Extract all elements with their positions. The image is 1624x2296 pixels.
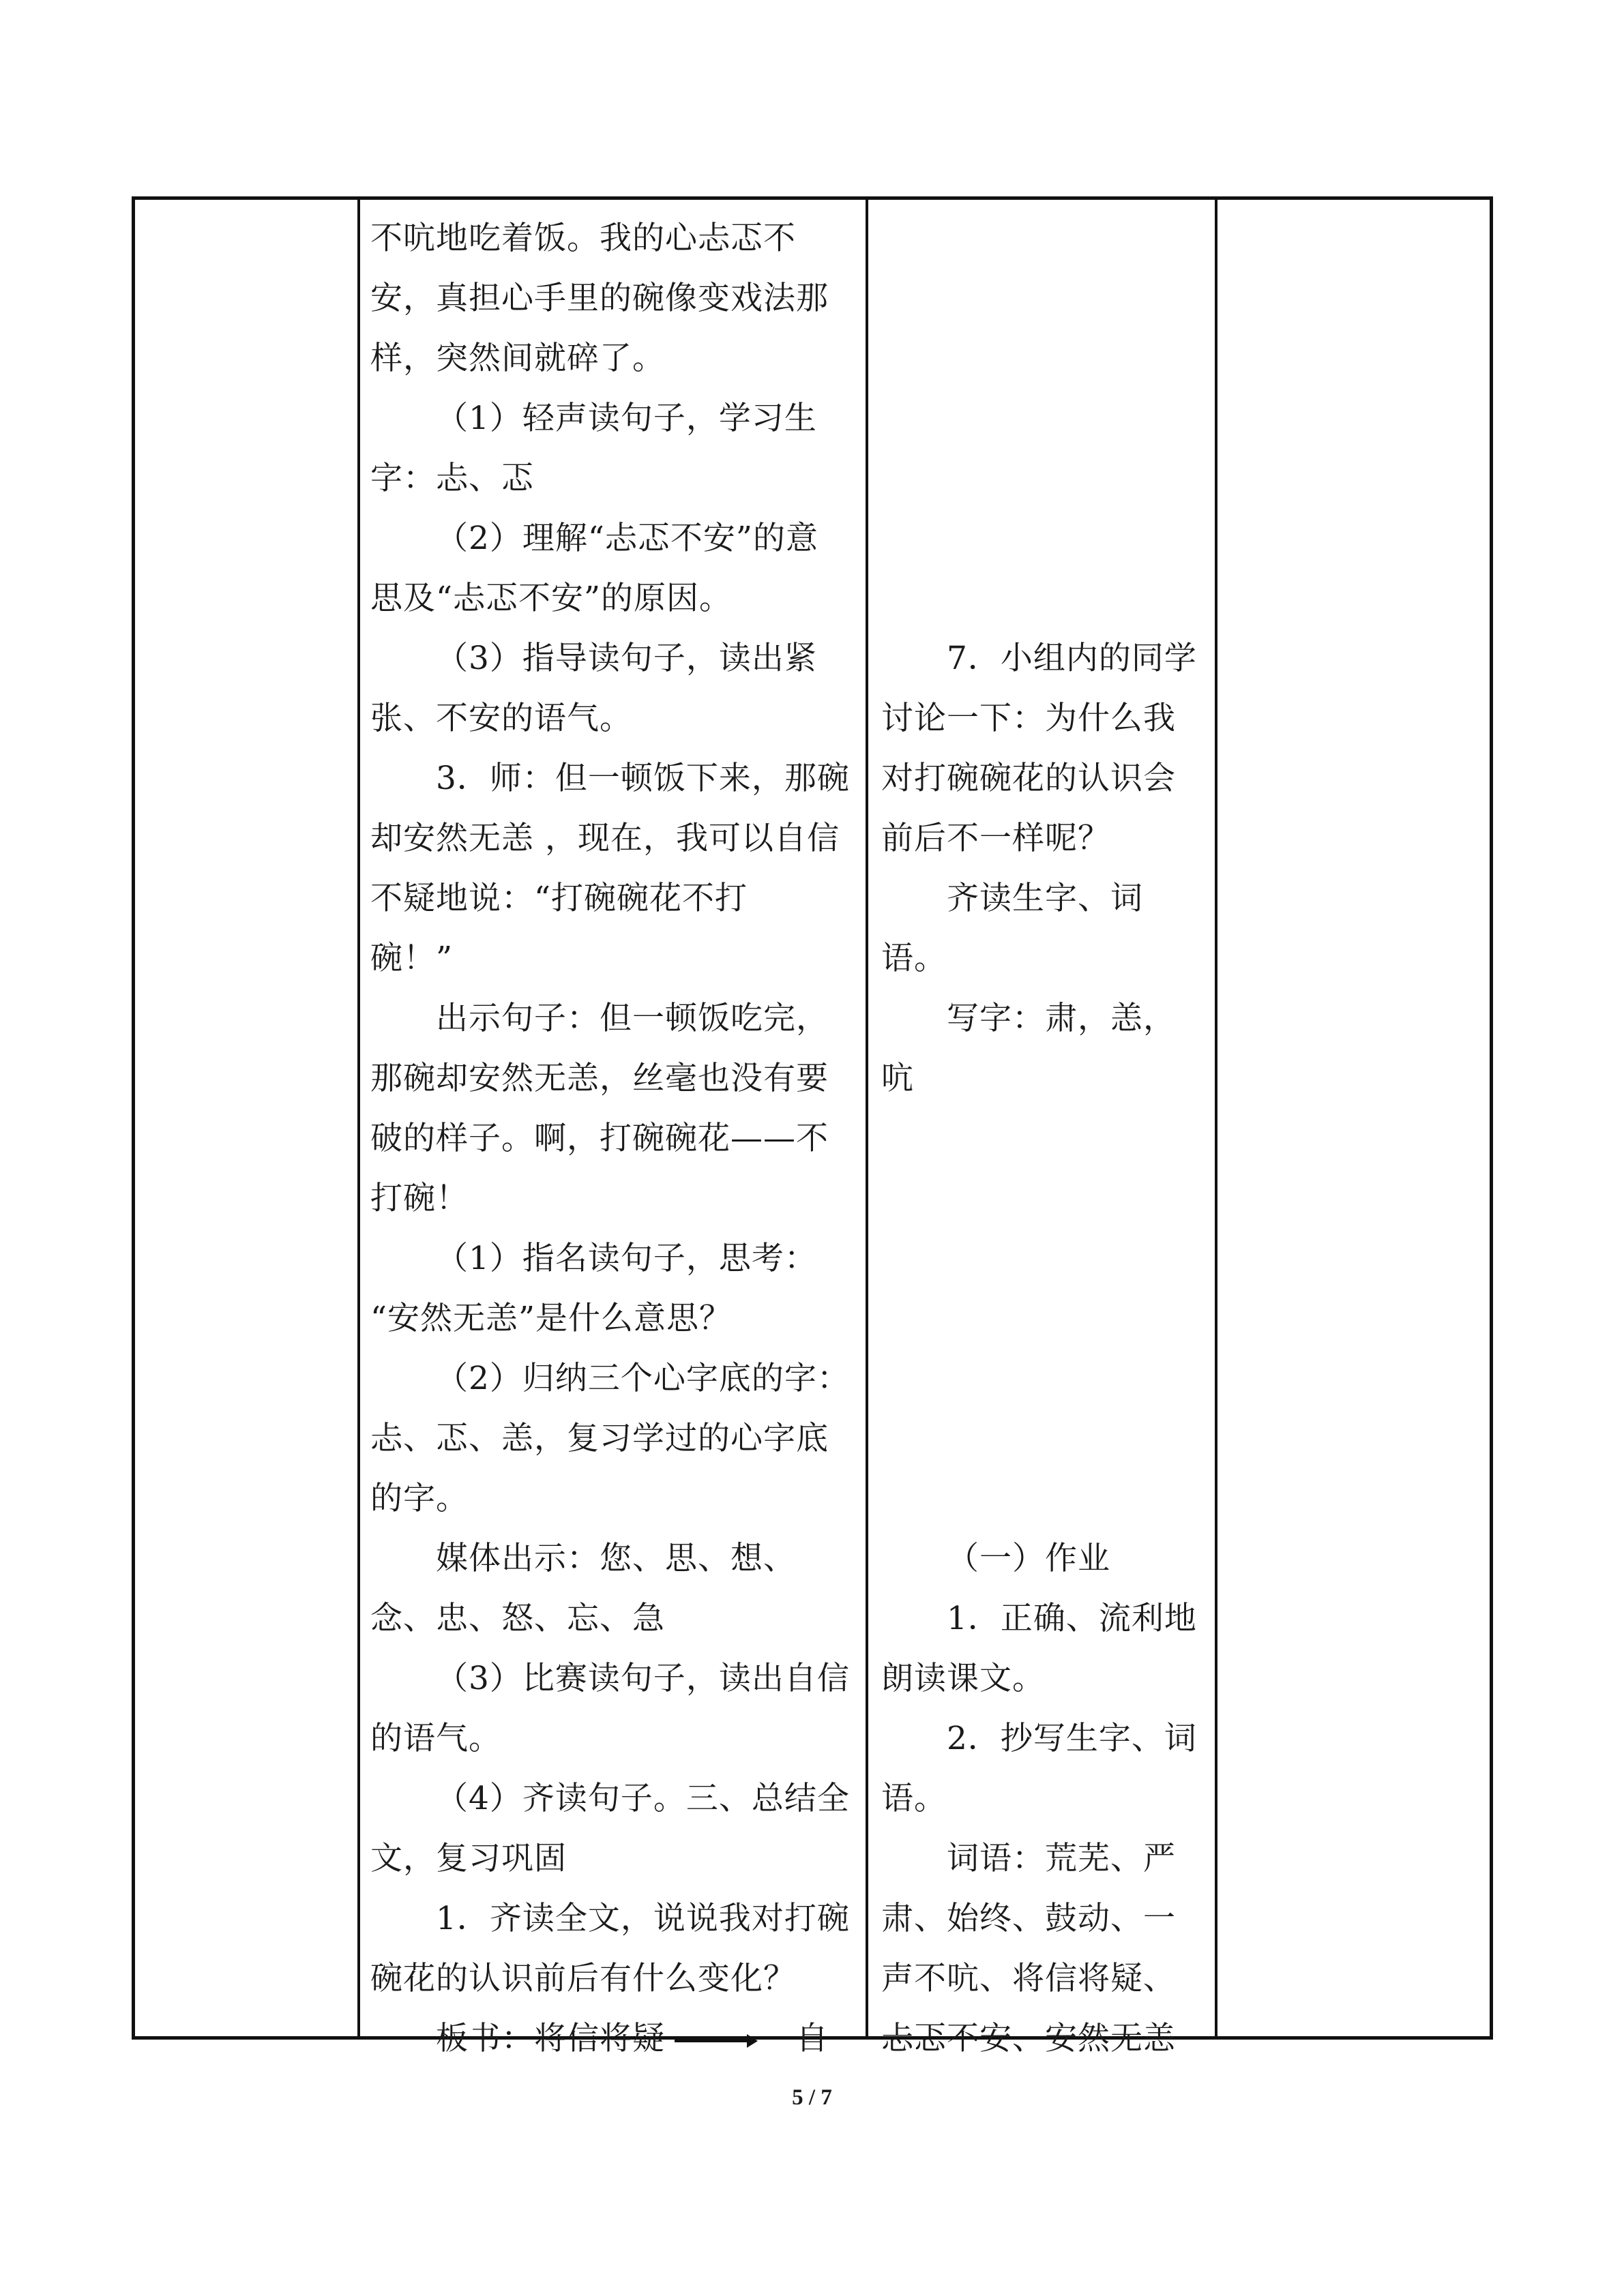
text-line: 文，复习巩固 <box>370 1840 567 1877</box>
board-writing-line <box>436 2018 829 2059</box>
text-line: 齐读生字、词 <box>947 880 1143 917</box>
text-line: 的语气。 <box>370 1720 501 1757</box>
table-cell-col1 <box>135 200 357 2036</box>
text-line: 忐、忑、恙，复习学过的心字底 <box>370 1420 829 1457</box>
text-line: 声不吭、将信将疑、 <box>881 1960 1176 1997</box>
text-line: 7．小组内的同学 <box>947 640 1197 677</box>
text-line: 出示句子：但一顿饭吃完， <box>436 1000 829 1037</box>
text-line: （3）指导读句子，读出紧 <box>436 640 817 677</box>
text-line: （2）理解“忐忑不安”的意 <box>436 520 818 557</box>
table-cell-col2 <box>370 200 861 2057</box>
text-line: 对打碗碗花的认识会 <box>881 760 1176 797</box>
text-line: 媒体出示：您、思、想、 <box>436 1540 796 1577</box>
text-line: 字：忐、忑 <box>370 460 534 497</box>
text-line: 肃、始终、鼓动、一 <box>881 1900 1176 1937</box>
text-line: 破的样子。啊，打碗碗花——不 <box>370 1120 829 1157</box>
text-line: 语。 <box>881 1780 947 1817</box>
text-line: 1．正确、流利地 <box>947 1600 1197 1637</box>
column-divider <box>866 200 868 2036</box>
lesson-plan-table <box>132 196 1493 2057</box>
text-line: 讨论一下：为什么我 <box>881 700 1176 737</box>
text-line: 不吭地吃着饭。我的心忐忑不 <box>370 220 796 257</box>
text-line: 1．齐读全文，说说我对打碗 <box>436 1900 850 1937</box>
text-line: 写字：肃，恙， <box>947 1000 1176 1037</box>
page-number: 5 / 7 <box>792 2085 832 2110</box>
text-line: 2．抄写生字、词 <box>947 1720 1197 1757</box>
text-line: 安，真担心手里的碗像变戏法那 <box>370 280 829 317</box>
text-line: 语。 <box>881 940 947 977</box>
text-line: 朗读课文。 <box>881 1660 1045 1697</box>
text-line: （3）比赛读句子，读出自信 <box>436 1660 850 1697</box>
text-line: 忐忑不安、安然无恙 <box>881 2020 1176 2057</box>
text-line: （一）作业 <box>947 1540 1110 1577</box>
text-line: 词语：荒芜、严 <box>947 1840 1176 1877</box>
board-writing-tail: 自 <box>796 2020 829 2057</box>
text-line: （2）归纳三个心字底的字： <box>436 1360 850 1397</box>
text-line: 张、不安的语气。 <box>370 700 632 737</box>
board-writing-label: 板书：将信将疑 <box>436 2020 665 2057</box>
text-line: 念、忠、怒、忘、急 <box>370 1600 665 1637</box>
text-line: （4）齐读句子。三、总结全 <box>436 1780 850 1817</box>
text-line: 的字。 <box>370 1480 469 1517</box>
text-line: 吭 <box>881 1060 914 1097</box>
text-line: 样，突然间就碎了。 <box>370 340 665 377</box>
text-line: 却安然无恙 ，现在，我可以自信 <box>370 820 840 857</box>
right-arrow-icon <box>675 2040 755 2042</box>
text-line: 打碗！ <box>370 1180 469 1217</box>
text-line: （1）轻声读句子，学习生 <box>436 400 817 437</box>
text-line: 思及“忐忑不安”的原因。 <box>370 580 733 617</box>
text-line: 碗！” <box>370 940 454 977</box>
text-line: 碗花的认识前后有什么变化？ <box>370 1960 796 1997</box>
text-line: 不疑地说：“打碗碗花不打 <box>370 880 748 917</box>
table-cell-col3 <box>881 200 1211 2057</box>
text-line: “安然无恙”是什么意思？ <box>370 1300 733 1337</box>
text-line: 那碗却安然无恙，丝毫也没有要 <box>370 1060 829 1097</box>
text-line: （1）指名读句子，思考： <box>436 1240 817 1277</box>
table-cell-col4 <box>1217 200 1493 2036</box>
column-divider <box>357 200 360 2036</box>
text-line: 3．师：但一顿饭下来，那碗 <box>436 760 850 797</box>
text-line: 前后不一样呢？ <box>881 820 1110 857</box>
